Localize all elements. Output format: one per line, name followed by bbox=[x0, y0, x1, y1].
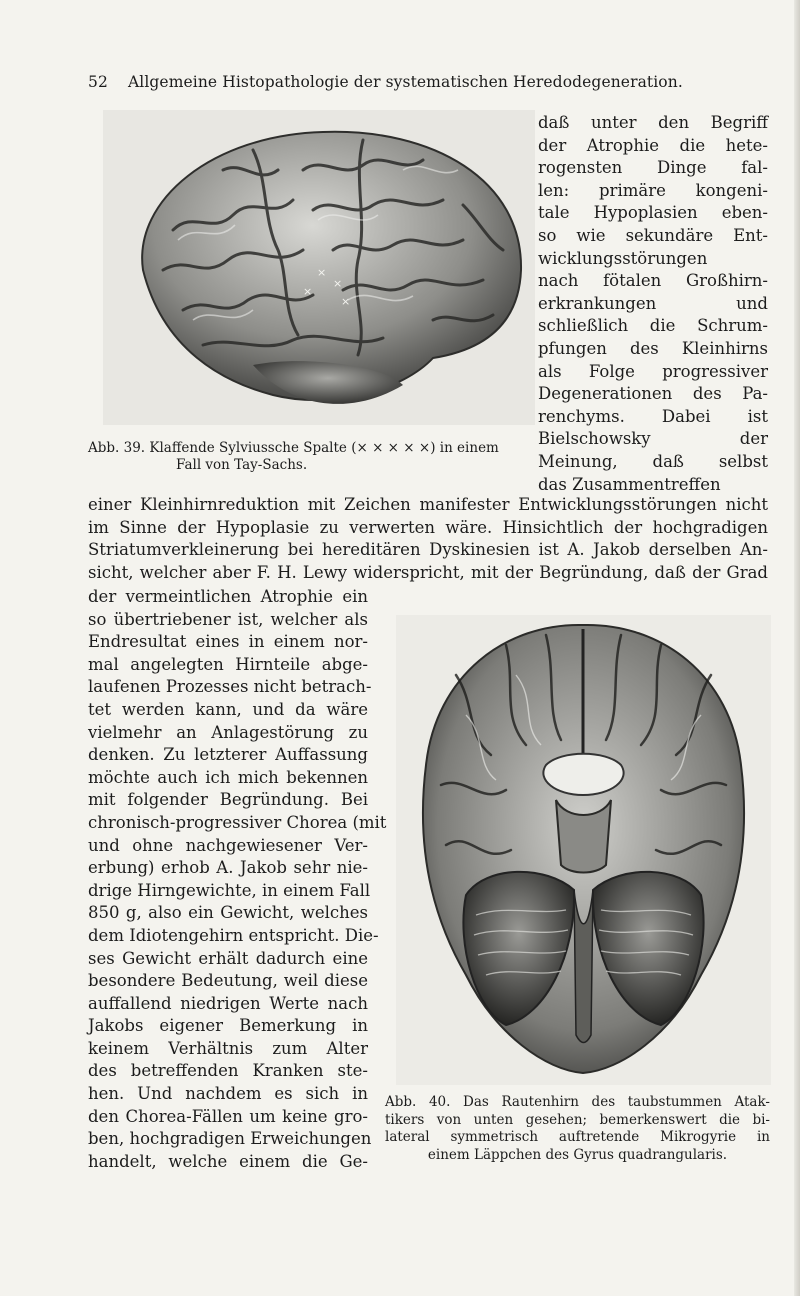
running-title: Allgemeine Histopathologie der systematischen Heredodegeneration. bbox=[128, 73, 683, 91]
left-column-text bbox=[88, 586, 387, 1173]
text-line: rogensten Dinge fal- bbox=[538, 158, 768, 178]
text-line: den Chorea-Fällen um keine gro- bbox=[88, 1106, 368, 1126]
text-line: hen. Und nachdem es sich in bbox=[88, 1084, 368, 1104]
text-line: möchte auch ich mich bekennen bbox=[88, 767, 368, 787]
text-line: len: primäre kongeni- bbox=[538, 180, 768, 200]
text-line: so übertriebener ist, welcher als bbox=[88, 609, 368, 629]
svg-text:×: × bbox=[303, 285, 313, 298]
text-line: Bielschowsky der bbox=[538, 429, 768, 449]
caption-line: Fall von Tay-Sachs. bbox=[176, 457, 308, 473]
text-line: Striatumverkleinerung bei hereditären Dyskinesien ist A. Jakob derselben An- bbox=[88, 540, 768, 560]
sylvian-markers: × bbox=[317, 266, 327, 279]
svg-text:×: × bbox=[333, 277, 343, 290]
text-line: der Atrophie die hete- bbox=[538, 135, 768, 155]
page-edge bbox=[794, 0, 800, 1296]
text-line: Meinung, daß selbst bbox=[538, 451, 768, 471]
text-line: Jakobs eigener Bemerkung in bbox=[88, 1016, 368, 1036]
text-line: besondere Bedeutung, weil diese bbox=[88, 971, 368, 991]
text-line: im Sinne der Hypoplasie zu verwerten wäre. Hinsichtlich der hochgradigen bbox=[88, 517, 768, 537]
text-line: und ohne nachgewiesener Ver- bbox=[88, 835, 368, 855]
figure-39-caption bbox=[88, 440, 536, 474]
text-line: chronisch-progressiver Chorea (mit bbox=[88, 812, 387, 832]
text-line: erkrankungen und bbox=[538, 293, 768, 313]
text-line: laufenen Prozesses nicht betrach- bbox=[88, 677, 372, 697]
svg-text:×: × bbox=[341, 295, 351, 308]
text-line: handelt, welche einem die Ge- bbox=[88, 1151, 368, 1171]
text-line: keinem Verhältnis zum Alter bbox=[88, 1038, 368, 1058]
text-line: drige Hirngewichte, in einem Fall bbox=[88, 880, 371, 900]
figure-40-brain-inferior bbox=[396, 615, 771, 1085]
text-line: tale Hypoplasien eben- bbox=[538, 203, 768, 223]
caption-line: Abb. 40. Das Rautenhirn des taubstummen Atak- bbox=[385, 1094, 770, 1110]
text-line: Endresultat eines in einem nor- bbox=[88, 632, 368, 652]
text-line: so wie sekundäre Ent- bbox=[538, 225, 768, 245]
text-line: mit folgender Begründung. Bei bbox=[88, 790, 368, 810]
text-line: nach fötalen Großhirn- bbox=[538, 271, 768, 291]
text-line: einer Kleinhirnreduktion mit Zeichen manifester Entwicklungsstörungen nicht bbox=[88, 495, 768, 514]
caption-line: Abb. 39. Klaffende Sylviussche Spalte (× × × × ×) in einem bbox=[88, 440, 499, 456]
text-line: pfungen des Kleinhirns bbox=[538, 338, 768, 358]
figure-39-brain-lateral bbox=[103, 110, 535, 425]
text-line: ben, hochgradigen Erweichungen bbox=[88, 1129, 372, 1149]
text-line: dem Idiotengehirn entspricht. Die- bbox=[88, 925, 379, 945]
page-header bbox=[88, 73, 708, 91]
text-line: auffallend niedrigen Werte nach bbox=[88, 993, 368, 1013]
text-line: renchyms. Dabei ist bbox=[538, 406, 768, 426]
text-line: als Folge progressiver bbox=[538, 361, 768, 381]
caption-line: lateral symmetrisch auftretende Mikrogyrie in bbox=[385, 1129, 770, 1145]
caption-line: tikers von unten gesehen; bemerkenswert die bi- bbox=[385, 1111, 770, 1128]
text-line: des betreffenden Kranken ste- bbox=[88, 1061, 368, 1081]
text-line: Degenerationen des Pa- bbox=[538, 384, 768, 404]
text-line: tet werden kann, und da wäre bbox=[88, 699, 368, 719]
text-line: der vermeintlichen Atrophie ein bbox=[88, 587, 368, 606]
figure-40-caption bbox=[385, 1094, 770, 1164]
caption-line: einem Läppchen des Gyrus quadrangularis. bbox=[427, 1146, 728, 1163]
text-line: wicklungsstörungen bbox=[538, 248, 708, 268]
text-line: vielmehr an Anlagestörung zu bbox=[88, 722, 368, 742]
text-line: sicht, welcher aber F. H. Lewy widerspricht, mit der Begründung, daß der Grad bbox=[88, 562, 768, 582]
page-number: 52 bbox=[88, 73, 108, 91]
text-line: schließlich die Schrum- bbox=[538, 316, 768, 336]
text-line: 850 g, also ein Gewicht, welches bbox=[88, 903, 368, 923]
text-line: das Zusammentreffen bbox=[538, 474, 721, 494]
text-line: ses Gewicht erhält dadurch eine bbox=[88, 948, 368, 968]
text-line: mal angelegten Hirnteile abge- bbox=[88, 654, 368, 674]
text-line: denken. Zu letzterer Auffassung bbox=[88, 745, 368, 765]
text-line: daß unter den Begriff bbox=[538, 113, 768, 132]
text-line: erbung) erhob A. Jakob sehr nie- bbox=[88, 858, 368, 878]
full-width-text bbox=[88, 494, 768, 584]
right-column-text bbox=[538, 112, 768, 496]
